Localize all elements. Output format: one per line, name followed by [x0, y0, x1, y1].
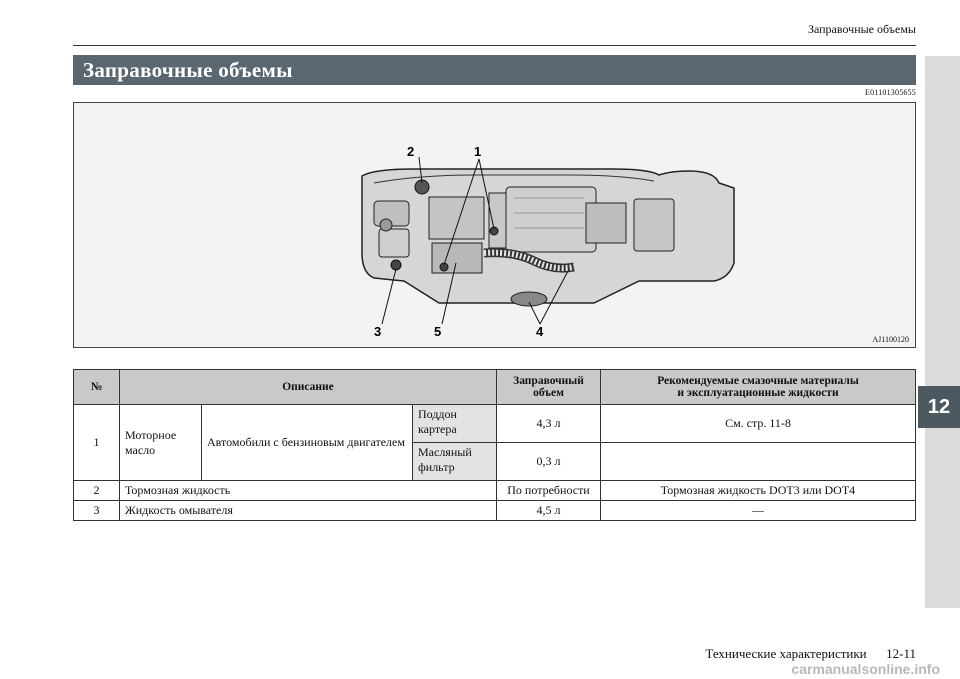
- header-materials: [601, 370, 916, 405]
- callout-5: 5: [434, 324, 442, 339]
- row-item: Тормозная жидкость: [120, 481, 497, 501]
- row-capacity: 4,5 л: [497, 501, 601, 521]
- running-header: Заправочные объемы: [807, 22, 916, 36]
- callout-3: 3: [374, 324, 382, 339]
- header-no: №: [74, 370, 120, 405]
- header-rule: [73, 45, 916, 46]
- row-item: Моторное масло: [120, 405, 202, 481]
- row-no: 1: [74, 405, 120, 481]
- page-number: 12-11: [886, 646, 916, 661]
- callout-1: 1: [474, 144, 482, 159]
- row-part: Поддон картера: [413, 405, 497, 443]
- header-materials-line2: и эксплуатационные жидкости: [677, 387, 839, 399]
- engine-bay-illustration: [74, 103, 915, 347]
- row-vehicle: Автомобили с бензиновым двигателем: [202, 405, 413, 481]
- engine-bay-figure: [73, 102, 916, 348]
- table-row: [74, 501, 916, 521]
- row-capacity: 4,3 л: [497, 405, 601, 443]
- capacities-table: [73, 369, 916, 521]
- table-header-row: [74, 370, 916, 405]
- row-material: —: [601, 501, 916, 521]
- chapter-tab[interactable]: 12: [918, 386, 960, 428]
- figure-code: AJ1100120: [872, 335, 909, 344]
- row-material: См. стр. 11-8: [601, 405, 916, 443]
- row-no: 3: [74, 501, 120, 521]
- callout-2: 2: [407, 144, 415, 159]
- watermark: carmanualsonline.info: [791, 661, 940, 677]
- header-description: Описание: [120, 370, 497, 405]
- table-row: [74, 405, 916, 443]
- row-capacity: 0,3 л: [497, 443, 601, 481]
- row-part: Масляный фильтр: [413, 443, 497, 481]
- page-footer: [705, 646, 916, 662]
- table-row: [74, 481, 916, 501]
- section-title: Заправочные объемы: [73, 55, 916, 85]
- row-material: [601, 443, 916, 481]
- row-capacity: По потребности: [497, 481, 601, 501]
- header-capacity: Заправочный объем: [497, 370, 601, 405]
- header-materials-line1: Рекомендуемые смазочные материалы: [657, 375, 859, 387]
- row-no: 2: [74, 481, 120, 501]
- side-tab-strip: [925, 56, 960, 608]
- row-material: Тормозная жидкость DOT3 или DOT4: [601, 481, 916, 501]
- doc-code: E01101305655: [865, 88, 916, 97]
- footer-text: Технические характеристики: [705, 646, 867, 661]
- row-item: Жидкость омывателя: [120, 501, 497, 521]
- callout-4: 4: [536, 324, 544, 339]
